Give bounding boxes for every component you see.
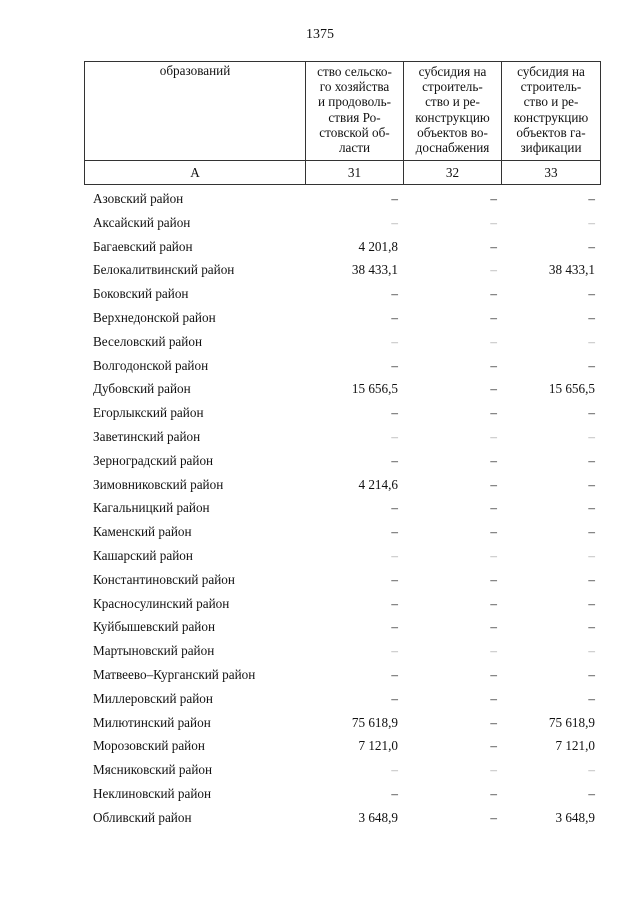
row-district-name: Матвеево–Курганский район bbox=[93, 666, 256, 682]
row-value-33: – bbox=[588, 452, 595, 468]
row-value-31: – bbox=[391, 619, 398, 635]
table-row bbox=[0, 711, 640, 735]
table-row bbox=[0, 425, 640, 449]
row-value-31: – bbox=[391, 785, 398, 801]
row-value-31: – bbox=[391, 452, 398, 468]
row-value-32: – bbox=[490, 452, 497, 468]
row-district-name: Обливский район bbox=[93, 809, 192, 825]
header-num-31: 31 bbox=[306, 161, 404, 185]
row-value-32: – bbox=[490, 547, 497, 563]
row-value-32: – bbox=[490, 476, 497, 492]
row-value-33: – bbox=[588, 619, 595, 635]
row-value-32: – bbox=[490, 738, 497, 754]
row-district-name: Каменский район bbox=[93, 524, 192, 540]
table-row bbox=[0, 330, 640, 354]
row-value-33: – bbox=[588, 333, 595, 349]
row-value-33: 7 121,0 bbox=[555, 738, 595, 754]
table-row bbox=[0, 211, 640, 235]
row-value-33: – bbox=[588, 286, 595, 302]
row-value-32: – bbox=[490, 309, 497, 325]
header-col-entity-label: образований bbox=[159, 63, 231, 78]
row-value-32: – bbox=[490, 785, 497, 801]
row-district-name: Мартыновский район bbox=[93, 643, 215, 659]
row-value-32: – bbox=[490, 666, 497, 682]
table-row bbox=[0, 734, 640, 758]
row-value-31: 4 201,8 bbox=[358, 238, 398, 254]
table-row bbox=[0, 377, 640, 401]
row-value-31: 38 433,1 bbox=[351, 262, 398, 278]
row-value-33: 15 656,5 bbox=[548, 381, 595, 397]
row-district-name: Верхнедонской район bbox=[93, 309, 216, 325]
row-value-32: – bbox=[490, 381, 497, 397]
row-district-name: Аксайский район bbox=[93, 214, 191, 230]
row-district-name: Мясниковский район bbox=[93, 762, 213, 778]
row-district-name: Зерноградский район bbox=[93, 452, 214, 468]
row-district-name: Кагальницкий район bbox=[93, 500, 210, 516]
table-row bbox=[0, 401, 640, 425]
row-value-33: 3 648,9 bbox=[555, 809, 595, 825]
table-row bbox=[0, 496, 640, 520]
row-value-31: – bbox=[391, 357, 398, 373]
row-value-32: – bbox=[490, 690, 497, 706]
row-value-33: – bbox=[588, 309, 595, 325]
row-value-31: 3 648,9 bbox=[358, 809, 398, 825]
row-district-name: Волгодонской район bbox=[93, 357, 209, 373]
table-row bbox=[0, 758, 640, 782]
table-row bbox=[0, 354, 640, 378]
row-value-32: – bbox=[490, 762, 497, 778]
row-value-33: – bbox=[588, 595, 595, 611]
row-value-32: – bbox=[490, 500, 497, 516]
row-value-32: – bbox=[490, 571, 497, 587]
row-value-33: – bbox=[588, 762, 595, 778]
row-value-32: – bbox=[490, 262, 497, 278]
table-row bbox=[0, 782, 640, 806]
row-district-name: Азовский район bbox=[93, 191, 184, 206]
header-num-33: 33 bbox=[502, 161, 601, 185]
row-value-31: – bbox=[391, 547, 398, 563]
table-row bbox=[0, 282, 640, 306]
header-col-33-label: субсидия на строитель- ство и ре- конструкцию объектов га- зификации bbox=[513, 64, 589, 156]
row-value-31: – bbox=[391, 333, 398, 349]
row-value-33: – bbox=[588, 191, 595, 206]
row-value-33: – bbox=[588, 571, 595, 587]
header-row-labels bbox=[85, 62, 601, 161]
header-col-33 bbox=[502, 62, 601, 161]
row-value-31: – bbox=[391, 666, 398, 682]
row-district-name: Боковский район bbox=[93, 286, 189, 302]
row-value-31: – bbox=[391, 524, 398, 540]
row-district-name: Константиновский район bbox=[93, 571, 235, 587]
table-row bbox=[0, 449, 640, 473]
row-value-33: – bbox=[588, 547, 595, 563]
row-value-33: – bbox=[588, 643, 595, 659]
row-value-31: – bbox=[391, 762, 398, 778]
row-district-name: Миллеровский район bbox=[93, 690, 213, 706]
row-value-31: – bbox=[391, 500, 398, 516]
header-row-numbers bbox=[85, 161, 601, 185]
row-value-33: – bbox=[588, 428, 595, 444]
row-district-name: Егорлыкский район bbox=[93, 405, 204, 421]
row-district-name: Красносулинский район bbox=[93, 595, 230, 611]
table-row bbox=[0, 592, 640, 616]
row-value-32: – bbox=[490, 524, 497, 540]
table-row bbox=[0, 806, 640, 830]
row-value-33: – bbox=[588, 500, 595, 516]
row-value-31: 4 214,6 bbox=[358, 476, 398, 492]
row-value-32: – bbox=[490, 191, 497, 206]
row-value-31: – bbox=[391, 571, 398, 587]
table-row bbox=[0, 520, 640, 544]
row-value-32: – bbox=[490, 405, 497, 421]
row-value-32: – bbox=[490, 428, 497, 444]
row-value-31: 75 618,9 bbox=[351, 714, 398, 730]
row-district-name: Неклиновский район bbox=[93, 785, 212, 801]
row-district-name: Кашарский район bbox=[93, 547, 193, 563]
row-district-name: Дубовский район bbox=[93, 381, 191, 397]
row-value-33: 75 618,9 bbox=[548, 714, 595, 730]
row-value-32: – bbox=[490, 595, 497, 611]
row-value-33: – bbox=[588, 405, 595, 421]
row-value-32: – bbox=[490, 809, 497, 825]
row-value-32: – bbox=[490, 714, 497, 730]
table-row bbox=[0, 615, 640, 639]
header-col-31-label: ство сельско- го хозяйства и продоволь- ствия Ро- стовской об- ласти bbox=[317, 64, 392, 156]
row-district-name: Заветинский район bbox=[93, 428, 201, 444]
table-row bbox=[0, 639, 640, 663]
row-value-31: – bbox=[391, 428, 398, 444]
row-value-33: – bbox=[588, 357, 595, 373]
row-value-33: – bbox=[588, 785, 595, 801]
header-col-entity bbox=[85, 62, 306, 161]
row-district-name: Белокалитвинский район bbox=[93, 262, 235, 278]
table-row bbox=[0, 187, 640, 211]
row-value-32: – bbox=[490, 619, 497, 635]
row-value-33: – bbox=[588, 214, 595, 230]
header-col-31 bbox=[306, 62, 404, 161]
row-value-32: – bbox=[490, 214, 497, 230]
page-number: 1375 bbox=[306, 27, 334, 42]
row-value-31: – bbox=[391, 643, 398, 659]
row-value-31: 15 656,5 bbox=[351, 381, 398, 397]
row-value-31: – bbox=[391, 405, 398, 421]
header-col-32-label: субсидия на строитель- ство и ре- конструкцию объектов во- доснабжения bbox=[415, 64, 490, 156]
row-district-name: Зимовниковский район bbox=[93, 476, 224, 492]
row-value-31: – bbox=[391, 595, 398, 611]
row-value-32: – bbox=[490, 333, 497, 349]
header-num-a: А bbox=[85, 161, 306, 185]
row-value-31: – bbox=[391, 191, 398, 206]
header-num-32: 32 bbox=[404, 161, 502, 185]
row-district-name: Морозовский район bbox=[93, 738, 205, 754]
row-value-32: – bbox=[490, 643, 497, 659]
table-row bbox=[0, 568, 640, 592]
table-body bbox=[0, 187, 640, 830]
table-row bbox=[0, 544, 640, 568]
row-value-32: – bbox=[490, 357, 497, 373]
row-value-31: – bbox=[391, 309, 398, 325]
row-value-31: 7 121,0 bbox=[358, 738, 398, 754]
row-value-32: – bbox=[490, 238, 497, 254]
row-district-name: Багаевский район bbox=[93, 238, 193, 254]
table-header bbox=[84, 61, 601, 185]
row-value-31: – bbox=[391, 214, 398, 230]
row-value-33: – bbox=[588, 476, 595, 492]
row-value-33: – bbox=[588, 666, 595, 682]
table-row bbox=[0, 235, 640, 259]
row-value-33: – bbox=[588, 238, 595, 254]
row-value-33: – bbox=[588, 690, 595, 706]
row-value-31: – bbox=[391, 690, 398, 706]
row-district-name: Веселовский район bbox=[93, 333, 202, 349]
table-row bbox=[0, 306, 640, 330]
table-row bbox=[0, 258, 640, 282]
header-col-32 bbox=[404, 62, 502, 161]
table-row bbox=[0, 687, 640, 711]
row-value-32: – bbox=[490, 286, 497, 302]
row-value-33: – bbox=[588, 524, 595, 540]
row-value-31: – bbox=[391, 286, 398, 302]
row-district-name: Куйбышевский район bbox=[93, 619, 216, 635]
table-row bbox=[0, 473, 640, 497]
table-row bbox=[0, 663, 640, 687]
row-district-name: Милютинский район bbox=[93, 714, 211, 730]
row-value-33: 38 433,1 bbox=[548, 262, 595, 278]
